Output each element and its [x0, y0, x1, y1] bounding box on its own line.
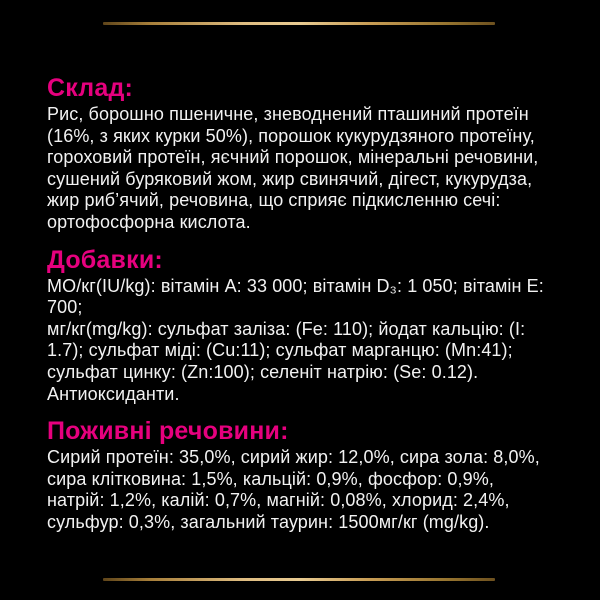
- section-heading: Поживні речовини:: [47, 417, 289, 446]
- text-line: жир риб’ячий, речовина, що сприяє підкисленню сечі:: [47, 190, 501, 211]
- text-line: сира клітковина: 1,5%, кальцій: 0,9%, фосфор: 0,9%,: [47, 468, 494, 489]
- ingredients-label: [47, 74, 577, 546]
- text-line: сушений буряковий жом, жир свинячий, дігест, кукурудза,: [47, 168, 533, 189]
- section-body: [47, 276, 577, 406]
- text-line: 700;: [47, 297, 83, 318]
- text-line: МО/кг(IU/kg): вітамін A: 33 000; вітамін D₃: 1 050; вітамін E:: [47, 275, 544, 296]
- bottom-gold-line: [103, 578, 495, 581]
- text-line: 1.7); сульфат міді: (Cu:11); сульфат марганцю: (Mn:41);: [47, 340, 513, 361]
- text-line: натрій: 1,2%, калій: 0,7%, магній: 0,08%, хлорид: 2,4%,: [47, 490, 510, 511]
- section-nutrients: [47, 417, 577, 533]
- text-line: (16%, з яких курки 50%), порошок кукурудзяного протеїну,: [47, 125, 535, 146]
- section-body: [47, 447, 577, 533]
- text-line: гороховий протеїн, яєчний порошок, мінеральні речовини,: [47, 147, 539, 168]
- top-gold-line: [103, 22, 495, 25]
- section-additives: [47, 246, 577, 406]
- text-line: Сирий протеїн: 35,0%, сирий жир: 12,0%, сира зола: 8,0%,: [47, 447, 540, 468]
- text-line: сульфат цинку: (Zn:100); селеніт натрію: (Se: 0.12).: [47, 361, 479, 382]
- section-composition: [47, 74, 577, 234]
- section-heading: Склад:: [47, 74, 134, 102]
- text-line: Антиоксиданти.: [47, 383, 180, 404]
- section-body: [47, 104, 577, 234]
- text-line: сульфур: 0,3%, загальний таурин: 1500мг/кг (mg/kg).: [47, 511, 490, 532]
- section-heading: Добавки:: [47, 245, 163, 274]
- text-line: ортофосфорна кислота.: [47, 211, 251, 232]
- text-line: мг/кг(mg/kg): сульфат заліза: (Fe: 110); йодат кальцію: (I:: [47, 318, 526, 339]
- text-line: Рис, борошно пшеничне, зневоднений пташиний протеїн: [47, 104, 529, 124]
